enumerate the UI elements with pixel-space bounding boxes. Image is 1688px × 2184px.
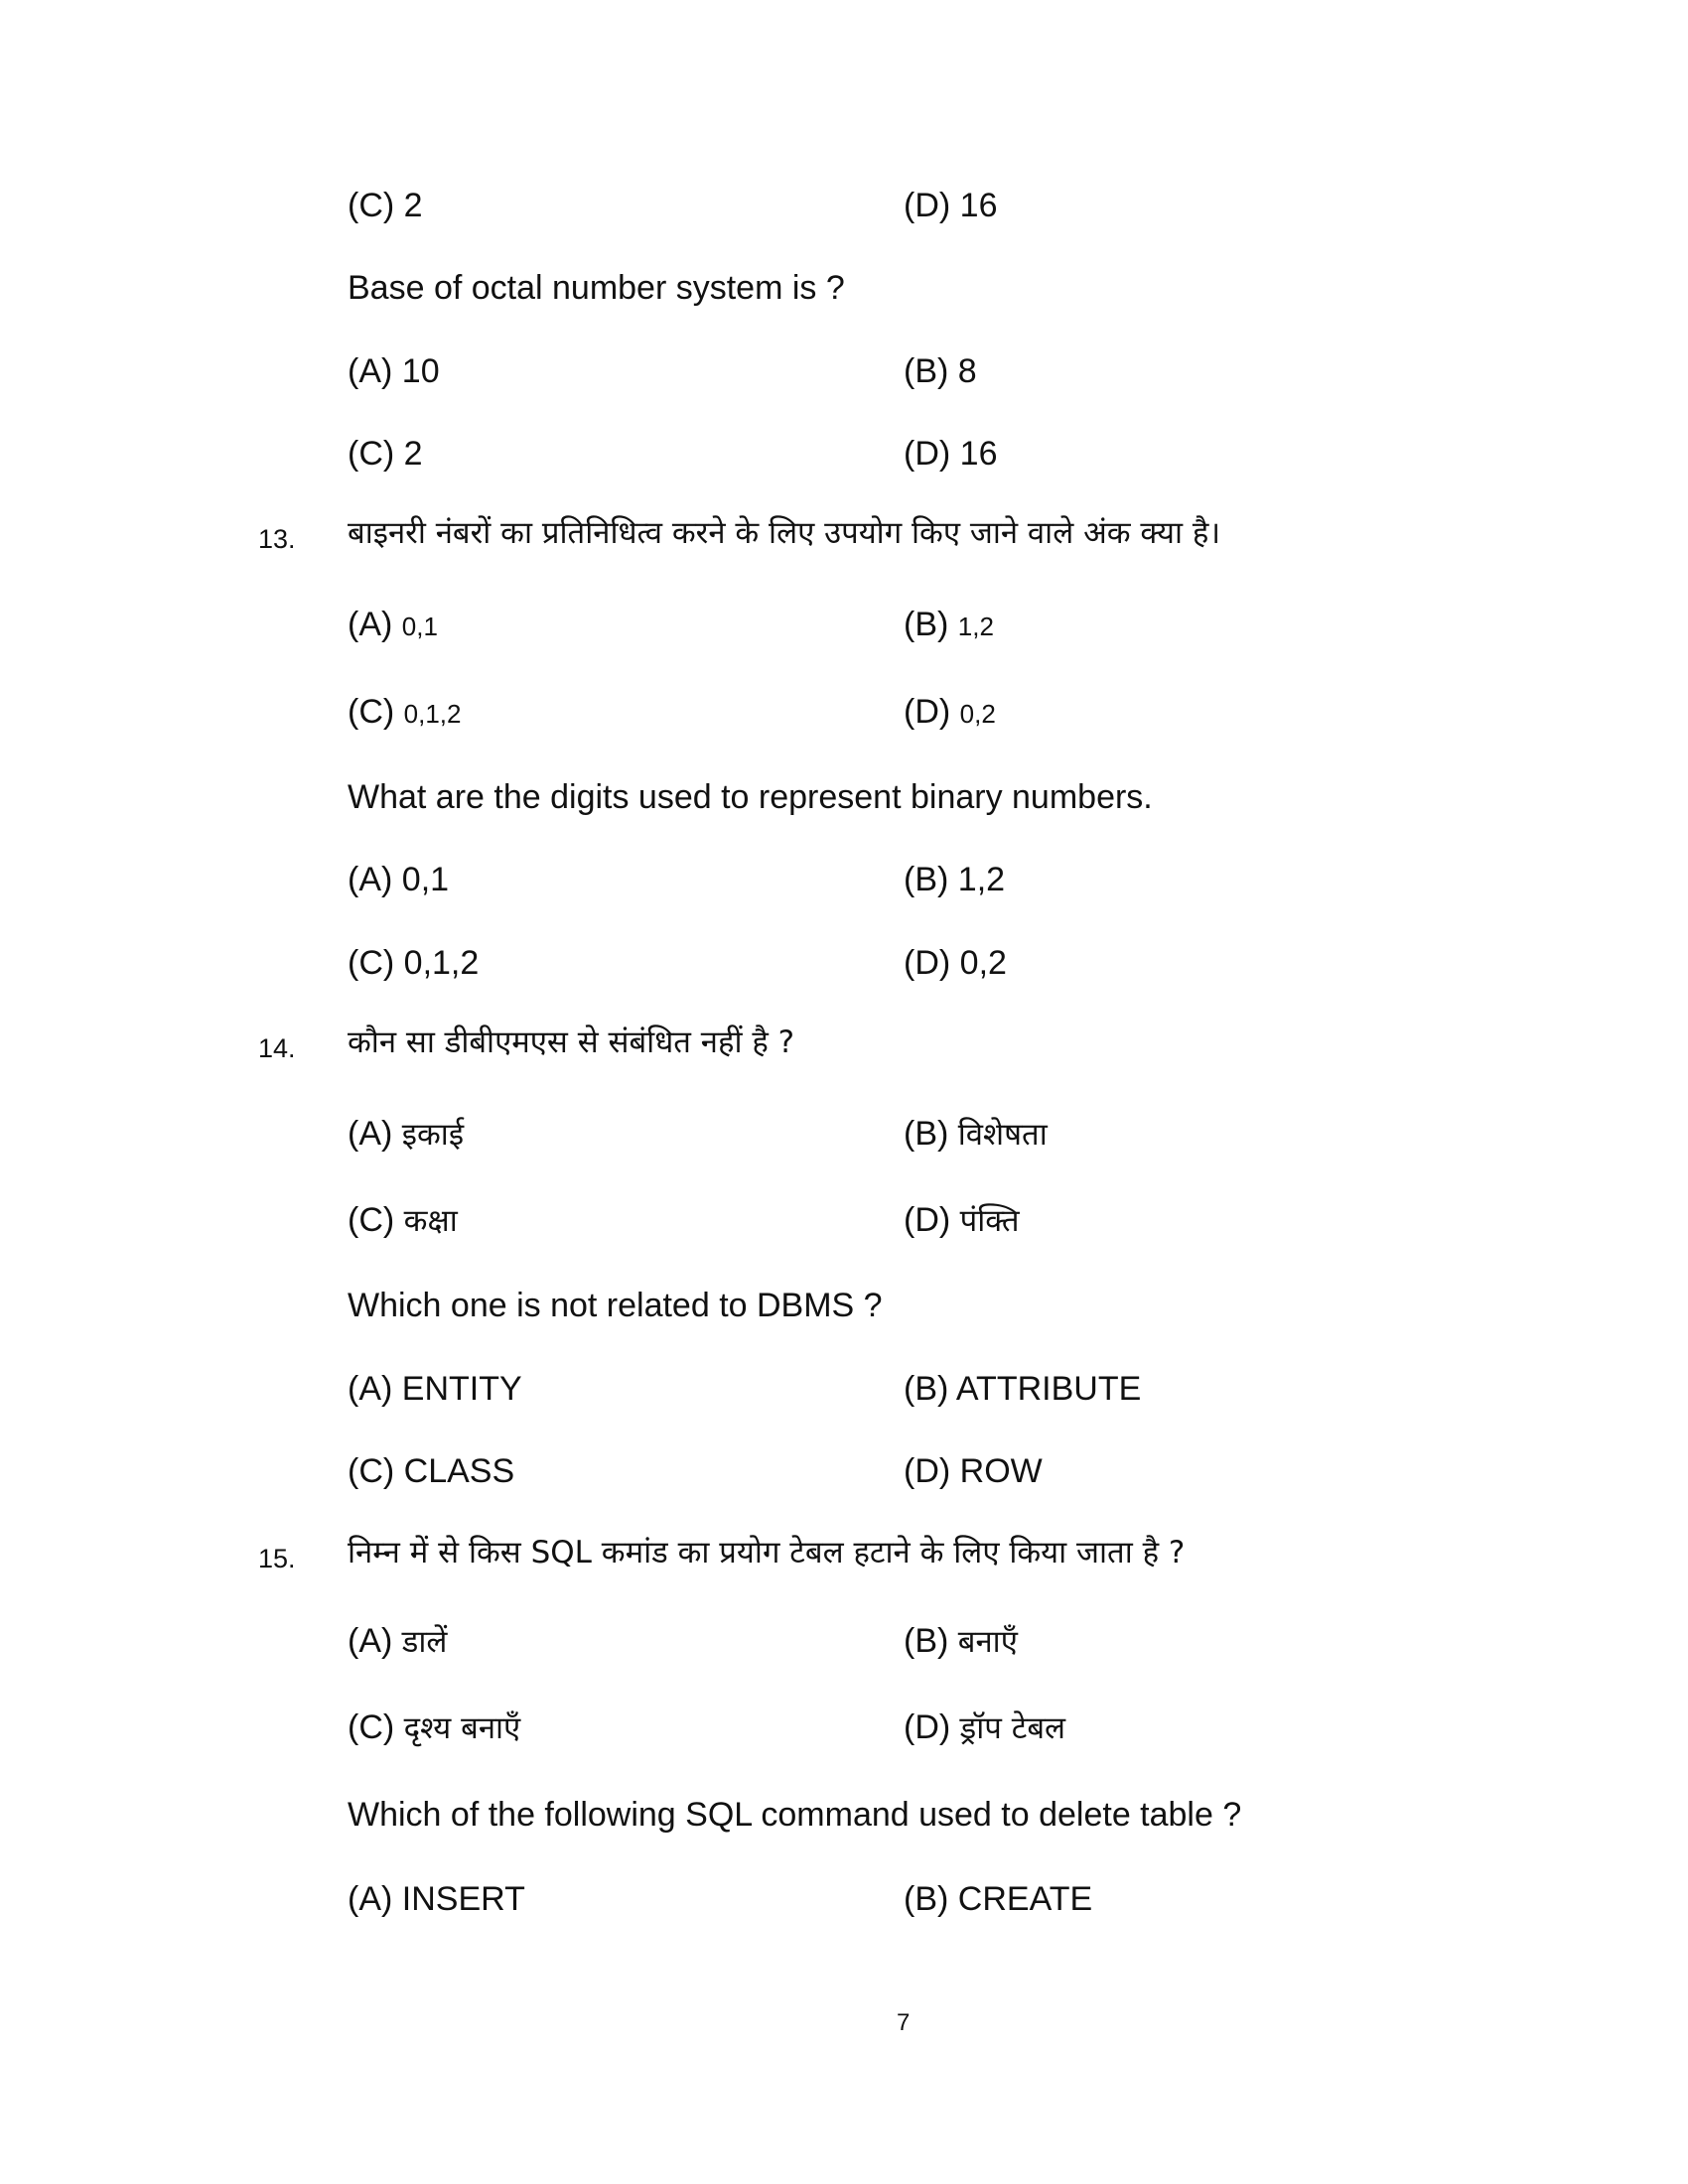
q13-english-question: What are the digits used to represent binary numbers. [348,778,1153,816]
q12-option-c-english [348,437,423,471]
q12-option-d-english [904,437,997,471]
option-label: (C) [348,435,395,473]
q12-option-c-hindi [348,189,423,222]
option-label: (A) [348,352,393,390]
option-text: 0,1 [401,861,450,898]
option-label: (D) [904,944,951,982]
option-label: (D) [904,435,951,473]
q14-option-c-hindi [348,1203,458,1237]
option-text: ENTITY [401,1370,522,1408]
q12-english-question: Base of octal number system is ? [348,269,845,307]
option-label: (D) [904,693,951,731]
q13-hindi-question: बाइनरी नंबरों का प्रतिनिधित्व करने के लिए उपयोग किए जाने वाले अंक क्या है। [348,515,1221,551]
option-text: 16 [959,435,998,473]
option-label: (C) [348,1708,395,1746]
option-label: (C) [348,944,395,982]
option-label: (A) [348,861,393,898]
option-label: (C) [348,1452,395,1490]
option-text: INSERT [401,1880,525,1918]
q13-option-d-hindi [904,695,996,729]
page-number: 7 [897,2009,911,2036]
option-label: (B) [904,1370,949,1408]
q15-english-question: Which of the following SQL command used to delete table ? [348,1796,1242,1834]
q13-option-a-hindi [348,608,438,641]
question-number-14: 14. [258,1033,296,1063]
option-label: (B) [904,352,949,390]
q14-option-a-hindi [348,1117,464,1151]
q15-option-a-hindi [348,1624,447,1658]
q14-hindi-question: कौन सा डीबीएमएस से संबंधित नहीं है ? [348,1024,795,1060]
question-number-13: 13. [258,524,296,554]
q12-option-a-english [348,354,440,388]
q14-english-question: Which one is not related to DBMS ? [348,1287,883,1324]
option-label: (B) [904,1115,949,1153]
option-label: (A) [348,606,393,643]
q14-option-d-english [904,1454,1043,1488]
option-text: दृश्य बनाएँ [403,1710,521,1746]
q14-option-a-english [348,1372,522,1406]
question-number-15: 15. [258,1544,296,1573]
option-text: बनाएँ [957,1624,1018,1660]
q13-option-b-english [904,863,1005,896]
q14-option-d-hindi [904,1203,1020,1237]
option-label: (B) [904,1880,949,1918]
q15-option-b-english [904,1882,1092,1916]
option-label: (B) [904,1622,949,1660]
option-text: पंक्ति [959,1203,1020,1239]
option-text: 1,2 [957,612,994,641]
option-label: (C) [348,693,395,731]
option-text: कक्षा [403,1203,458,1239]
q14-option-b-hindi [904,1117,1048,1151]
option-text: 0,1,2 [403,699,462,729]
q12-option-b-english [904,354,977,388]
option-label: (A) [348,1370,393,1408]
option-text: 8 [957,352,977,390]
option-text: 1,2 [957,861,1006,898]
option-label: (D) [904,1452,951,1490]
option-label: (A) [348,1622,393,1660]
option-text: 10 [401,352,440,390]
option-label: (D) [904,187,951,224]
option-label: (C) [348,1201,395,1239]
q13-option-a-english [348,863,449,896]
q15-option-d-hindi [904,1710,1065,1744]
option-label: (B) [904,861,949,898]
q14-option-c-english [348,1454,514,1488]
option-text: डालें [401,1624,448,1660]
option-text: 0,2 [959,699,996,729]
q13-option-b-hindi [904,608,994,641]
option-text: विशेषता [957,1117,1048,1153]
q15-option-a-english [348,1882,525,1916]
option-label: (D) [904,1708,951,1746]
q15-option-b-hindi [904,1624,1018,1658]
q14-option-b-english [904,1372,1141,1406]
q12-option-d-hindi [904,189,997,222]
option-text: ROW [959,1452,1043,1490]
q15-option-c-hindi [348,1710,520,1744]
option-text: ड्रॉप टेबल [959,1710,1066,1746]
option-text: 0,1 [401,612,438,641]
q13-option-d-english [904,946,1007,980]
option-text: ATTRIBUTE [955,1370,1142,1408]
option-text: CLASS [403,1452,515,1490]
option-label: (A) [348,1115,393,1153]
option-text: 2 [403,187,423,224]
q15-hindi-question: निम्न में से किस SQL कमांड का प्रयोग टेबल हटाने के लिए किया जाता है ? [348,1535,1186,1570]
option-label: (D) [904,1201,951,1239]
q13-option-c-hindi [348,695,461,729]
option-label: (B) [904,606,949,643]
option-text: इकाई [401,1117,465,1153]
option-text: CREATE [957,1880,1093,1918]
option-text: 2 [403,435,423,473]
option-label: (C) [348,187,395,224]
option-label: (A) [348,1880,393,1918]
q13-option-c-english [348,946,479,980]
option-text: 0,1,2 [403,944,480,982]
option-text: 0,2 [959,944,1007,982]
option-text: 16 [959,187,998,224]
